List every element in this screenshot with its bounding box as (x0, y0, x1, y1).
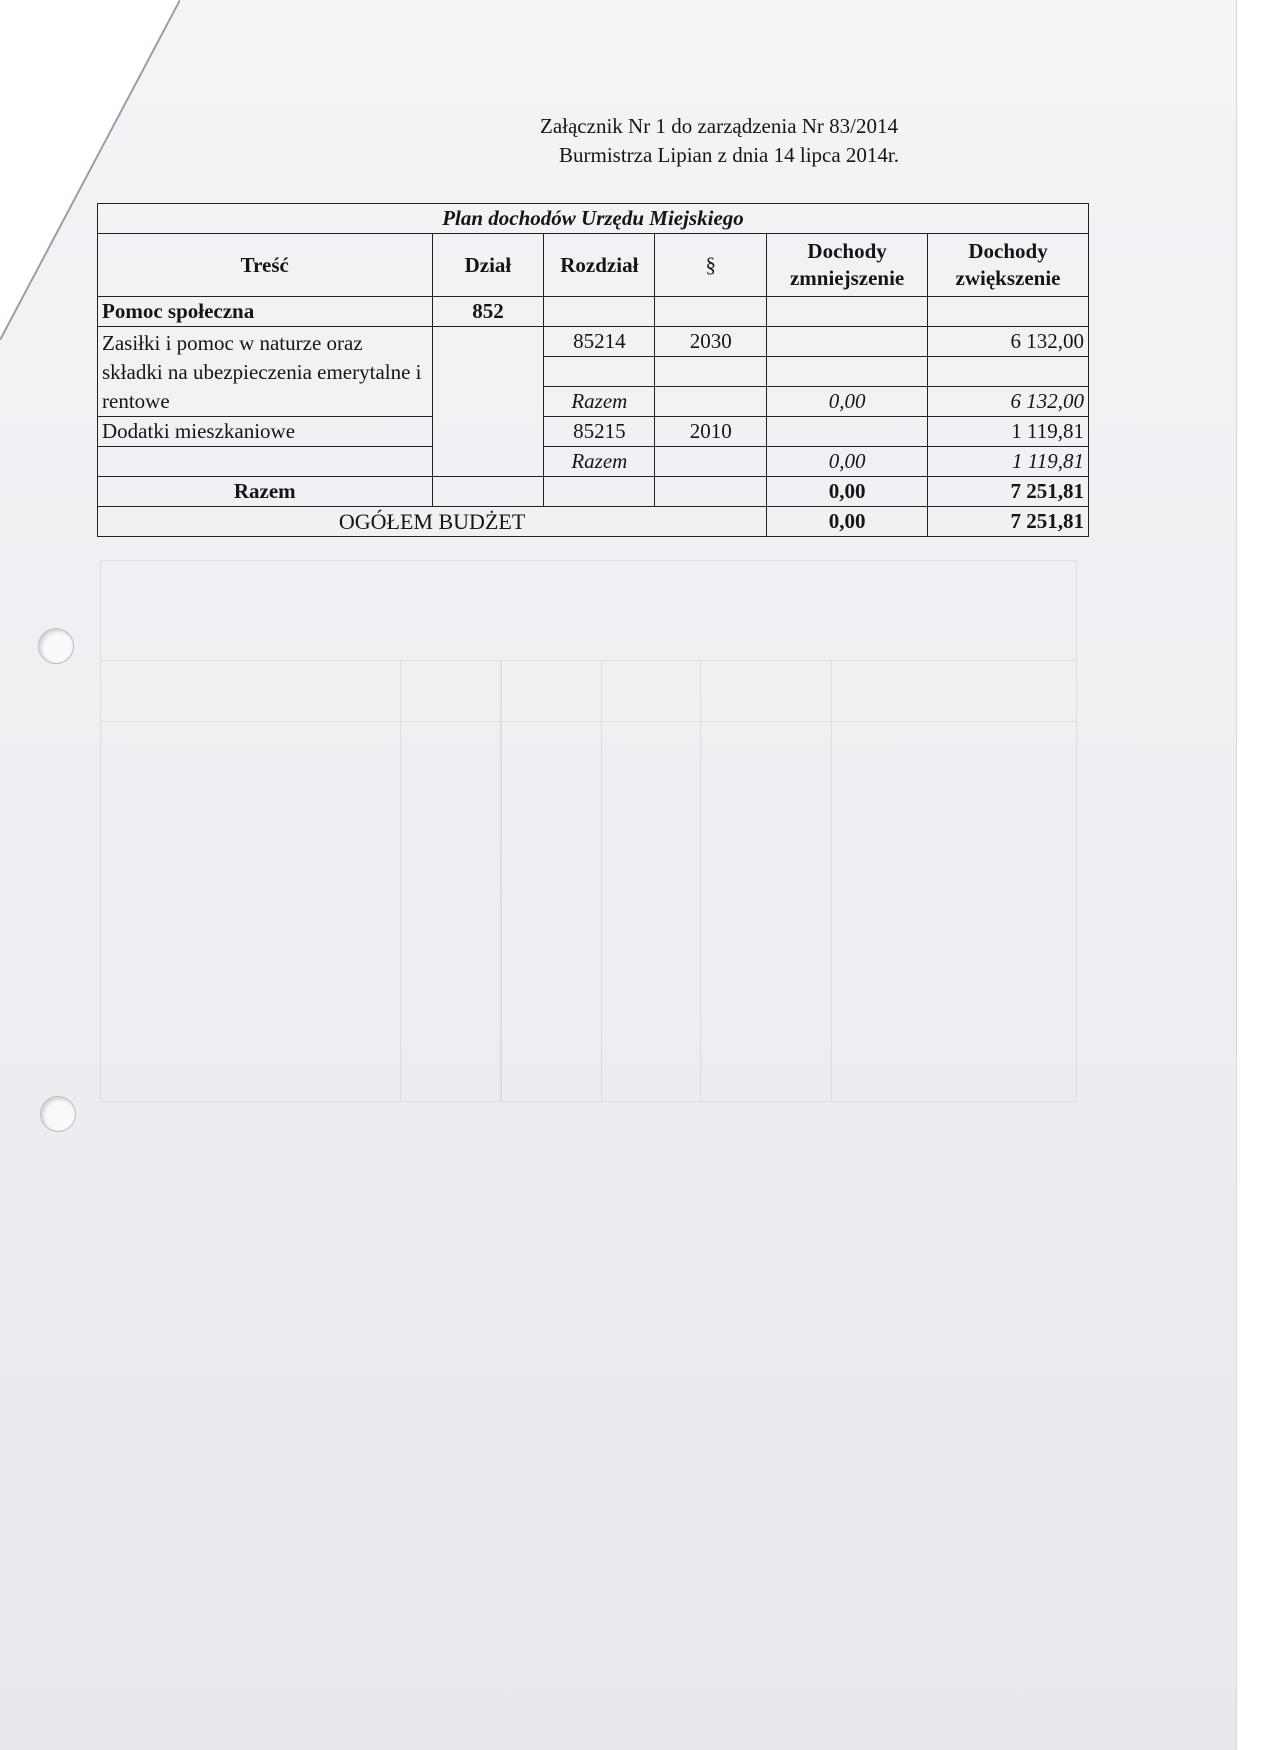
table-row (98, 327, 1089, 357)
row-tresc: Zasiłki i pomoc w naturze oraz składki na ubezpieczenia emerytalne i rentowe (98, 327, 433, 417)
col-header-rozdzial: Rozdział (544, 234, 655, 297)
page-edge-strip (1236, 0, 1275, 1750)
row-razem-label: Razem (544, 387, 655, 417)
punch-hole-icon (38, 628, 74, 664)
row-razem-zwiekszenie: 1 119,81 (928, 447, 1089, 477)
row-rozdzial: 85214 (544, 327, 655, 357)
row-tresc: Dodatki mieszkaniowe (98, 417, 433, 447)
razem-row (98, 477, 1089, 507)
row-razem-zwiekszenie: 6 132,00 (928, 387, 1089, 417)
section-name: Pomoc społeczna (98, 297, 433, 327)
ogolem-zmniejszenie: 0,00 (767, 507, 928, 537)
row-razem-zmniejszenie: 0,00 (767, 447, 928, 477)
row-rozdzial: 85215 (544, 417, 655, 447)
punch-hole-icon (40, 1096, 76, 1132)
attachment-header (540, 112, 1040, 170)
row-paragraf: 2030 (655, 327, 767, 357)
row-razem-label: Razem (544, 447, 655, 477)
row-paragraf: 2010 (655, 417, 767, 447)
col-header-tresc: Treść (98, 234, 433, 297)
header-line-2: Burmistrza Lipian z dnia 14 lipca 2014r. (559, 143, 899, 167)
header-line-1: Załącznik Nr 1 do zarządzenia Nr 83/2014 (540, 114, 899, 138)
col-header-paragraf: § (655, 234, 767, 297)
razem-zmniejszenie: 0,00 (767, 477, 928, 507)
ogolem-label: OGÓŁEM BUDŻET (98, 507, 767, 537)
table-row (98, 447, 1089, 477)
table-row (98, 417, 1089, 447)
col-header-zwiekszenie: Dochody zwiększenie (928, 234, 1089, 297)
ogolem-zwiekszenie: 7 251,81 (928, 507, 1089, 537)
row-razem-zmniejszenie: 0,00 (767, 387, 928, 417)
section-dzial: 852 (432, 297, 544, 327)
col-header-dzial: Dział (432, 234, 544, 297)
ogolem-row (98, 507, 1089, 537)
razem-zwiekszenie: 7 251,81 (928, 477, 1089, 507)
bleed-through-table (100, 560, 1080, 1260)
row-zwiekszenie: 1 119,81 (928, 417, 1089, 447)
table-title: Plan dochodów Urzędu Miejskiego (98, 204, 1089, 234)
income-plan-table (97, 203, 1089, 537)
razem-label: Razem (98, 477, 433, 507)
row-zwiekszenie: 6 132,00 (928, 327, 1089, 357)
col-header-zmniejszenie: Dochody zmniejszenie (767, 234, 928, 297)
